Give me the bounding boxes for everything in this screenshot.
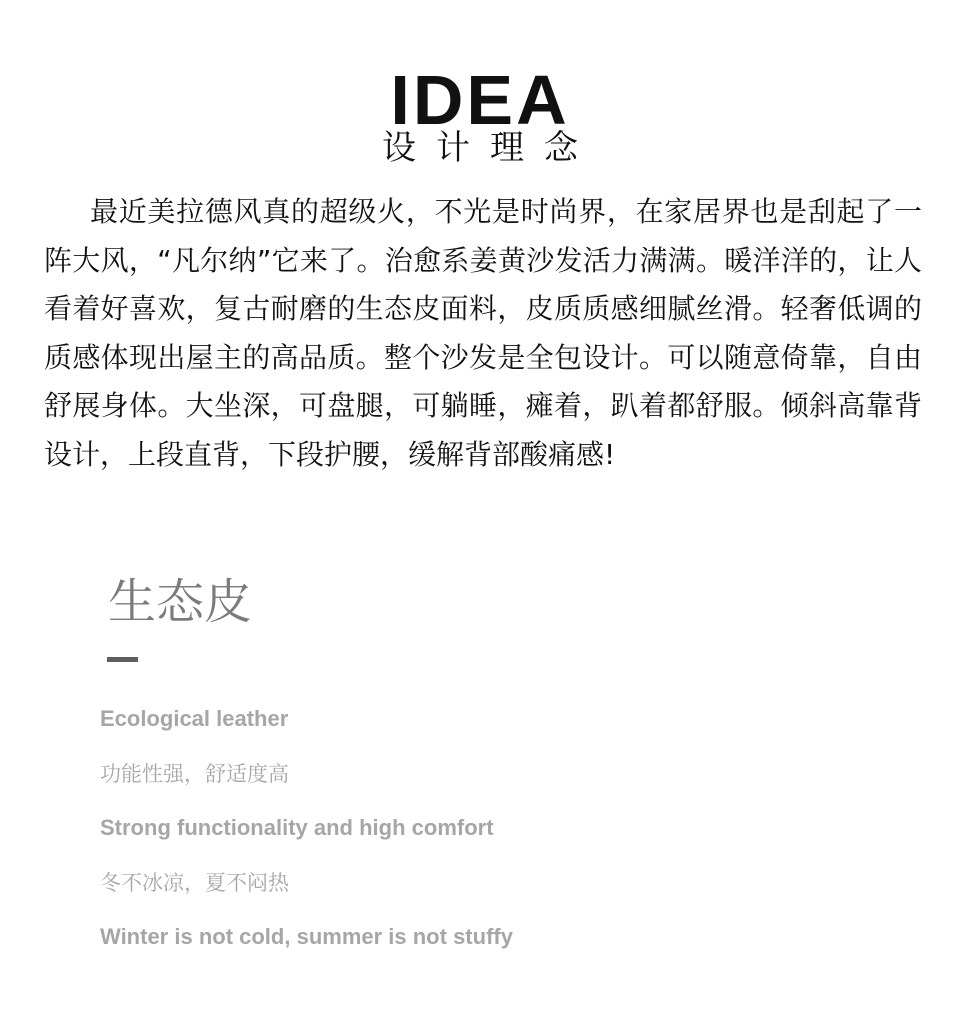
intro-paragraph: 最近美拉德风真的超级火，不光是时尚界，在家居界也是刮起了一阵大风，“凡尔纳”它来了。治愈系姜黄沙发活力满满。暖洋洋的，让人看着好喜欢，复古耐磨的生态皮面料，皮质质感细腻丝滑。轻奢低调的质感体现出屋主的高品质。整个沙发是全包设计。可以随意倚靠，自由舒展身体。大坐深，可盘腿，可躺睡，瘫着，趴着都舒服。倾斜高靠背设计，上段直背，下段护腰，缓解背部酸痛感! <box>44 195 922 471</box>
feature-line-en-3: Winter is not cold, summer is not stuffy <box>100 924 513 949</box>
feature-line-en-2: Strong functionality and high comfort <box>100 815 494 840</box>
feature-line-zh-1: 功能性强，舒适度高 <box>100 762 289 786</box>
feature-title: 生态皮 <box>108 574 253 630</box>
design-concept-subtitle: 设计理念 <box>382 128 598 168</box>
feature-title-divider <box>107 657 138 662</box>
feature-line-zh-2: 冬不冰凉，夏不闷热 <box>100 871 289 895</box>
idea-title: IDEA <box>390 61 570 139</box>
feature-line-en-1: Ecological leather <box>100 706 289 731</box>
